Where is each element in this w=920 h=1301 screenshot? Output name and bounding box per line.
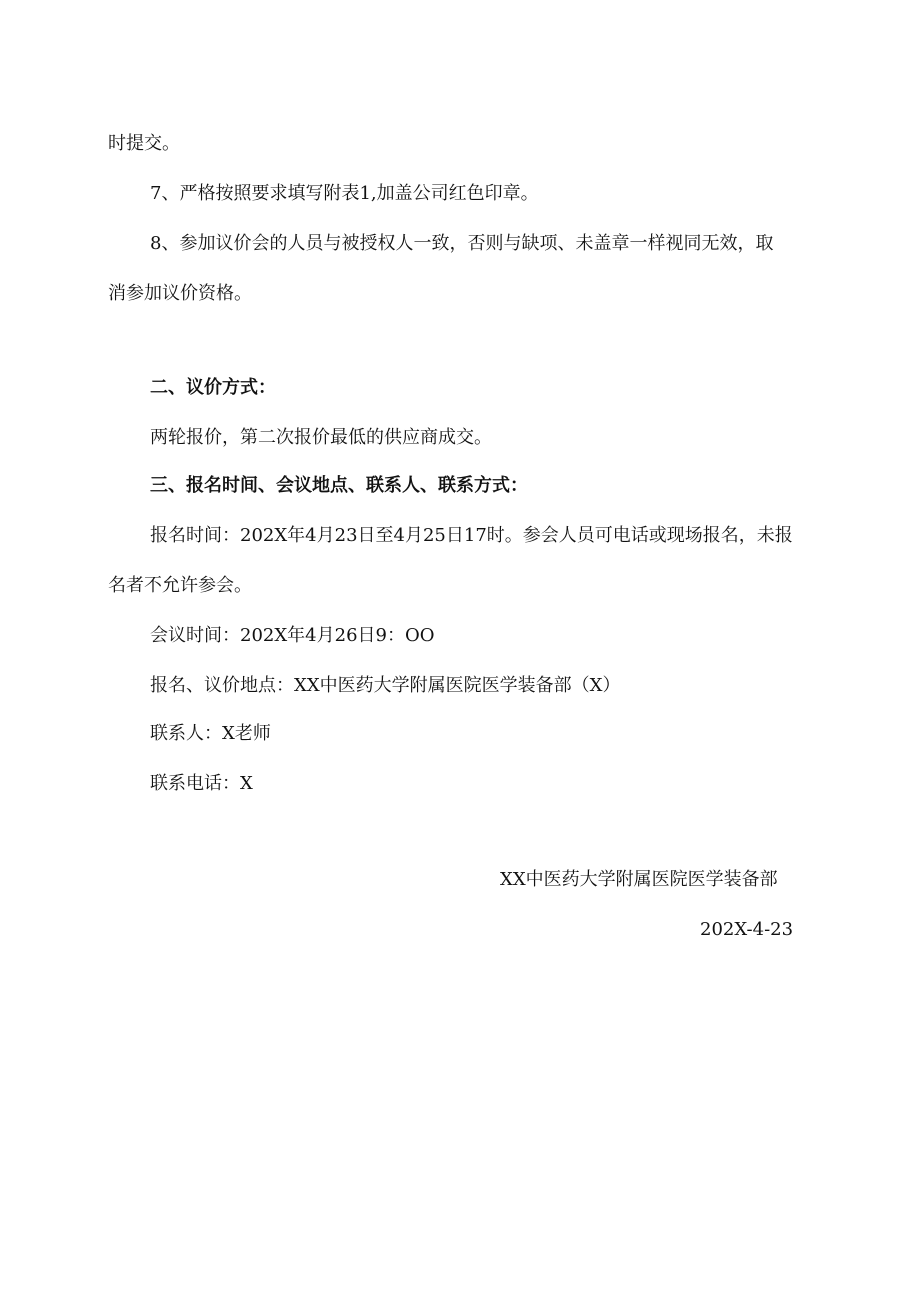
item-8-line-1: 8、参加议价会的人员与被授权人一致，否则与缺项、未盖章一样视同无效，取 [150,233,774,254]
registration-time-line-1: 报名时间：202X年4月23日至4月25日17时。参会人员可电话或现场报名，未报 [150,525,793,546]
meeting-time: 会议时间：202X年4月26日9：OO [150,625,435,646]
contact-phone: 联系电话：X [150,773,253,794]
item-7: 7、严格按照要求填写附表1,加盖公司红色印章。 [150,183,539,204]
meeting-location: 报名、议价地点：XX中医药大学附属医院医学装备部（X） [150,675,621,696]
section-3-heading: 三、报名时间、会议地点、联系人、联系方式： [150,475,528,496]
section-2-body: 两轮报价，第二次报价最低的供应商成交。 [150,427,492,448]
section-2-heading: 二、议价方式： [150,377,276,398]
item-8-line-2: 消参加议价资格。 [108,283,252,304]
signature-date: 202X-4-23 [700,919,794,940]
signature-organization: XX中医药大学附属医院医学装备部 [500,869,778,890]
contact-person: 联系人：X老师 [150,723,271,744]
continuation-text: 时提交。 [108,133,180,154]
registration-time-line-2: 名者不允许参会。 [108,575,252,596]
